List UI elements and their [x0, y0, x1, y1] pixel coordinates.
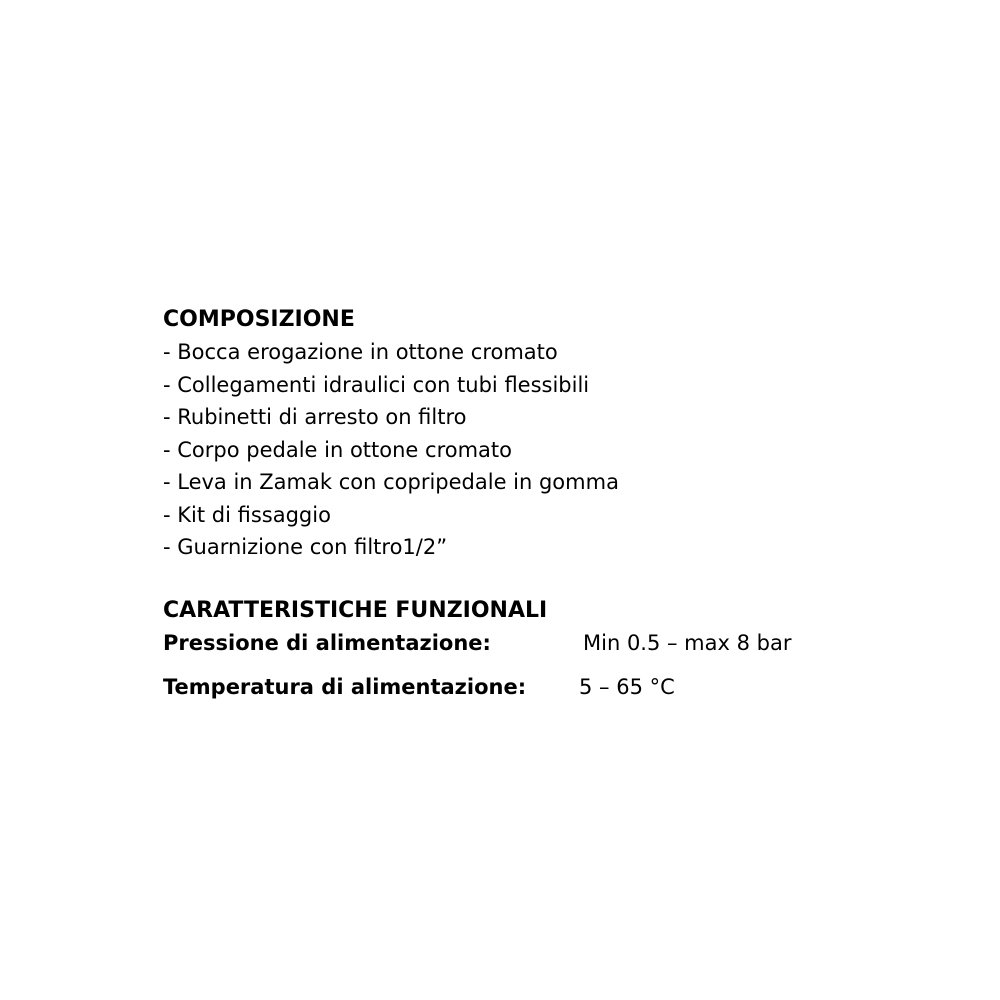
spec-value: Min 0.5 – max 8 bar: [583, 630, 792, 655]
spec-value: 5 – 65 °C: [579, 674, 675, 699]
spec-row-pressione: [163, 627, 923, 659]
spec-sheet: [163, 303, 923, 703]
spec-label: Temperatura di alimentazione:: [163, 674, 527, 699]
spec-label: Pressione di alimentazione:: [163, 630, 491, 655]
composizione-list: [163, 336, 923, 564]
composizione-title: COMPOSIZIONE: [163, 307, 355, 332]
list-item: - Rubinetti di arresto on filtro: [163, 405, 467, 429]
spec-row-temperatura: [163, 671, 923, 703]
list-item: - Corpo pedale in ottone cromato: [163, 437, 512, 462]
list-item: - Kit di fissaggio: [163, 502, 331, 527]
list-item: - Guarnizione con filtro1/2”: [163, 535, 448, 559]
section-spacer: [163, 564, 923, 594]
caratteristiche-title: CARATTERISTICHE FUNZIONALI: [163, 597, 548, 623]
list-item: - Bocca erogazione in ottone cromato: [163, 340, 558, 364]
list-item: - Leva in Zamak con copripedale in gomma: [163, 470, 619, 494]
list-item: - Collegamenti idraulici con tubi flessibili: [163, 372, 590, 397]
